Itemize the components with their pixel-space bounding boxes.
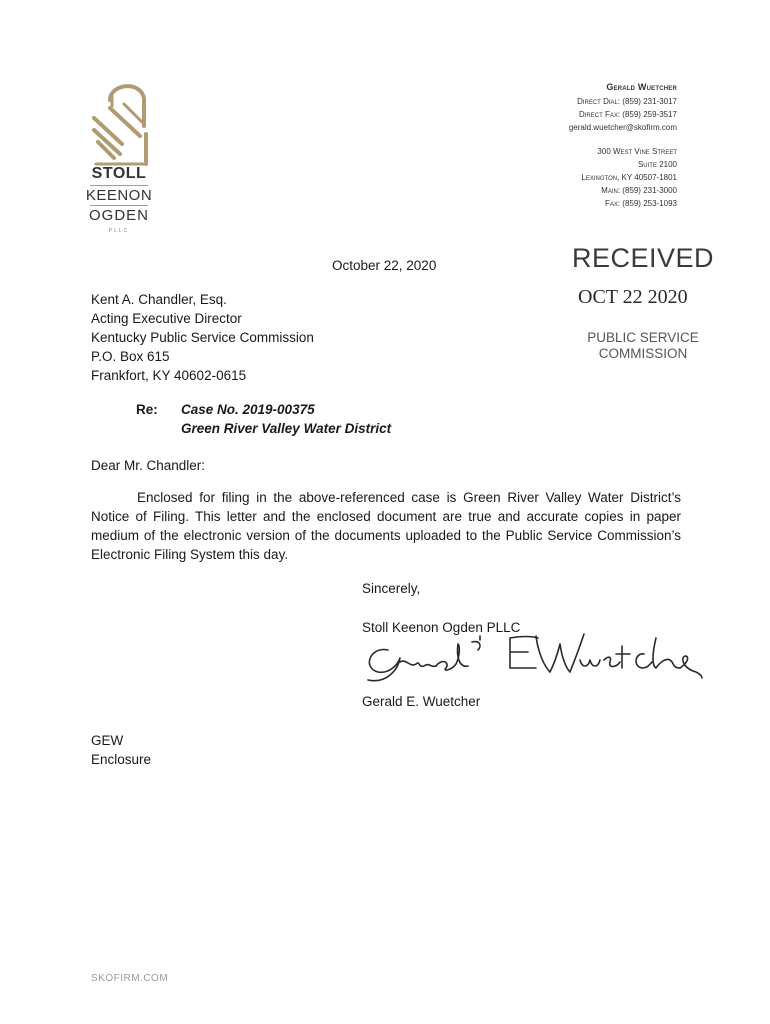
logo-text-ogden: OGDEN: [88, 207, 149, 224]
received-stamp-date: OCT 22 2020: [578, 286, 688, 308]
addressee-po-box: P.O. Box 615: [91, 349, 170, 364]
direct-fax: Direct Fax: (859) 259-3517: [578, 110, 677, 119]
addressee-name: Kent A. Chandler, Esq.: [91, 292, 227, 307]
addressee-organization: Kentucky Public Service Commission: [91, 330, 314, 345]
addressee-title: Acting Executive Director: [91, 311, 242, 326]
letter-date: October 22, 2020: [332, 258, 437, 273]
addressee-block: [91, 290, 314, 385]
received-stamp-agency: [584, 330, 702, 362]
main-phone: Main: (859) 231-3000: [601, 186, 677, 195]
sender-name: Gerald Wuetcher: [606, 82, 677, 92]
stamp-agency-line2: COMMISSION: [598, 346, 688, 361]
logo-text-pllc: PLLC: [108, 228, 130, 234]
closing-firm-name: Stoll Keenon Ogden PLLC: [362, 620, 521, 635]
re-case-number: Case No. 2019-00375: [181, 402, 315, 417]
logo-text-keenon: KEENON: [85, 187, 153, 204]
logo-text-stoll: STOLL: [91, 165, 147, 182]
re-subject: [181, 400, 391, 438]
stamp-agency-line1: PUBLIC SERVICE: [587, 330, 699, 345]
handwritten-signature: [360, 628, 705, 690]
suite: Suite 2100: [637, 160, 677, 169]
signer-name: Gerald E. Wuetcher: [362, 694, 481, 709]
enclosure-notation: Enclosure: [91, 752, 152, 767]
direct-dial: Direct Dial: (859) 231-3017: [577, 97, 677, 106]
received-stamp-title: RECEIVED: [572, 243, 715, 273]
salutation: Dear Mr. Chandler:: [91, 458, 206, 473]
addressee-city: Frankfort, KY 40602-0615: [91, 368, 247, 383]
logo-divider: [90, 185, 148, 186]
city-state-zip: Lexington, KY 40507-1801: [581, 173, 677, 182]
firm-address-block: [581, 145, 677, 210]
closing: Sincerely,: [362, 581, 421, 596]
fax-number: Fax: (859) 253-1093: [604, 199, 677, 208]
street-address: 300 West Vine Street: [597, 147, 677, 156]
typist-initials: GEW: [91, 733, 124, 748]
footer-website[interactable]: SKOFIRM.COM: [91, 973, 169, 984]
re-case-name: Green River Valley Water District: [181, 421, 392, 436]
sender-contact-block: [569, 95, 677, 134]
re-label: Re:: [136, 402, 158, 417]
letter-body-paragraph: Enclosed for filing in the above-referenced case is Green River Valley Water District’s Notice of Filing. This letter and the enclosed document are true and accurate copies in paper medium of the electronic version of the documents uploaded to the Public Service Commission’s Electronic Filing System this day.: [91, 490, 681, 562]
reference-block: [91, 731, 151, 769]
sender-email[interactable]: gerald.wuetcher@skofirm.com: [568, 123, 677, 132]
firm-logo-mark: [88, 78, 154, 170]
logo-divider: [90, 205, 148, 206]
